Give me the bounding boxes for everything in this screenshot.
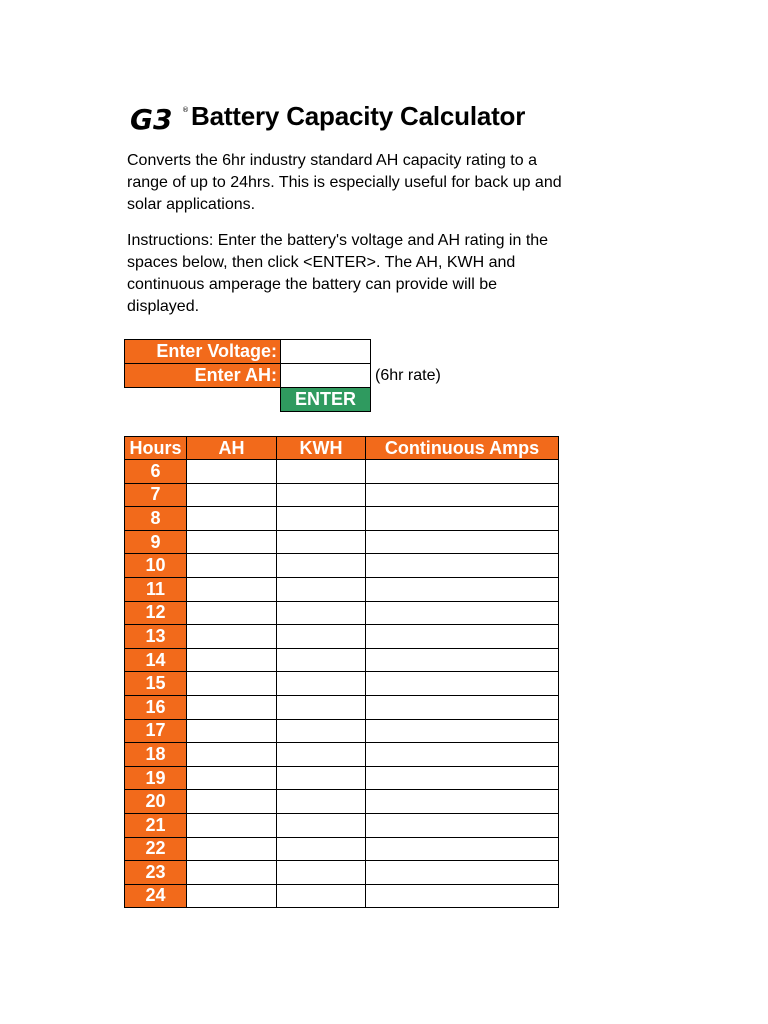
kwh-cell [277, 837, 366, 861]
kwh-cell [277, 554, 366, 578]
hours-cell: 10 [125, 554, 187, 578]
voltage-input-cell[interactable] [281, 340, 371, 364]
hours-cell: 9 [125, 530, 187, 554]
ah-cell [187, 577, 277, 601]
kwh-cell [277, 743, 366, 767]
hours-cell: 16 [125, 695, 187, 719]
ah-cell [187, 719, 277, 743]
table-row [125, 483, 559, 507]
voltage-label: Enter Voltage: [125, 340, 281, 364]
logo-text: G3 [130, 103, 173, 136]
ah-label: Enter AH: [125, 364, 281, 388]
hours-cell: 21 [125, 813, 187, 837]
continuous-amps-cell [366, 813, 559, 837]
continuous-amps-cell [366, 601, 559, 625]
header-kwh: KWH [277, 437, 366, 460]
page-title: Battery Capacity Calculator [191, 101, 526, 131]
table-row [125, 554, 559, 578]
hours-cell: 6 [125, 460, 187, 484]
ah-cell [187, 554, 277, 578]
ah-cell [187, 813, 277, 837]
hours-cell: 14 [125, 648, 187, 672]
kwh-cell [277, 648, 366, 672]
continuous-amps-cell [366, 861, 559, 885]
table-row [125, 601, 559, 625]
voltage-input[interactable] [281, 340, 370, 363]
g3-logo-icon [130, 104, 188, 134]
ah-cell [187, 460, 277, 484]
hours-cell: 11 [125, 577, 187, 601]
kwh-cell [277, 577, 366, 601]
kwh-cell [277, 507, 366, 531]
continuous-amps-cell [366, 460, 559, 484]
table-row [125, 884, 559, 908]
hours-cell: 22 [125, 837, 187, 861]
hours-cell: 7 [125, 483, 187, 507]
continuous-amps-cell [366, 695, 559, 719]
logo-registered-mark: ® [182, 106, 189, 114]
hours-cell: 24 [125, 884, 187, 908]
header-continuous-amps: Continuous Amps [366, 437, 559, 460]
continuous-amps-cell [366, 554, 559, 578]
continuous-amps-cell [366, 483, 559, 507]
table-row [125, 719, 559, 743]
kwh-cell [277, 790, 366, 814]
ah-cell [187, 766, 277, 790]
continuous-amps-cell [366, 625, 559, 649]
results-header-row [125, 437, 559, 460]
table-row [125, 577, 559, 601]
hours-cell: 17 [125, 719, 187, 743]
continuous-amps-cell [366, 837, 559, 861]
ah-cell [187, 884, 277, 908]
continuous-amps-cell [366, 577, 559, 601]
hours-cell: 8 [125, 507, 187, 531]
hours-cell: 13 [125, 625, 187, 649]
kwh-cell [277, 695, 366, 719]
table-row [125, 837, 559, 861]
ah-input-cell[interactable] [281, 364, 371, 388]
ah-cell [187, 483, 277, 507]
kwh-cell [277, 460, 366, 484]
header-hours: Hours [125, 437, 187, 460]
ah-cell [187, 672, 277, 696]
table-row [125, 648, 559, 672]
hours-cell: 15 [125, 672, 187, 696]
hours-cell: 12 [125, 601, 187, 625]
header-ah: AH [187, 437, 277, 460]
table-row [125, 672, 559, 696]
ah-cell [187, 695, 277, 719]
ah-rate-note: (6hr rate) [375, 366, 441, 384]
kwh-cell [277, 813, 366, 837]
results-table [124, 436, 559, 908]
ah-cell [187, 530, 277, 554]
kwh-cell [277, 766, 366, 790]
hours-cell: 19 [125, 766, 187, 790]
continuous-amps-cell [366, 884, 559, 908]
continuous-amps-cell [366, 648, 559, 672]
ah-cell [187, 648, 277, 672]
table-row [125, 861, 559, 885]
hours-cell: 20 [125, 790, 187, 814]
ah-cell [187, 601, 277, 625]
ah-input[interactable] [281, 364, 370, 387]
table-row [125, 530, 559, 554]
continuous-amps-cell [366, 719, 559, 743]
table-row [125, 625, 559, 649]
continuous-amps-cell [366, 672, 559, 696]
table-row [125, 460, 559, 484]
kwh-cell [277, 672, 366, 696]
table-row [125, 743, 559, 767]
hours-cell: 23 [125, 861, 187, 885]
kwh-cell [277, 483, 366, 507]
ah-cell [187, 861, 277, 885]
table-row [125, 813, 559, 837]
continuous-amps-cell [366, 766, 559, 790]
input-form [124, 339, 441, 412]
kwh-cell [277, 861, 366, 885]
enter-button[interactable]: ENTER [281, 388, 371, 412]
ah-cell [187, 625, 277, 649]
ah-cell [187, 507, 277, 531]
continuous-amps-cell [366, 790, 559, 814]
kwh-cell [277, 719, 366, 743]
table-row [125, 695, 559, 719]
table-row [125, 790, 559, 814]
instructions-text: Instructions: Enter the battery's voltage and AH rating in the spaces below, then click <ENTER>. The AH, KWH and continuous amperage the battery can provide will be displayed. [127, 232, 549, 315]
kwh-cell [277, 601, 366, 625]
ah-cell [187, 743, 277, 767]
ah-cell [187, 837, 277, 861]
table-row [125, 766, 559, 790]
kwh-cell [277, 625, 366, 649]
ah-cell [187, 790, 277, 814]
hours-cell: 18 [125, 743, 187, 767]
continuous-amps-cell [366, 743, 559, 767]
continuous-amps-cell [366, 530, 559, 554]
table-row [125, 507, 559, 531]
kwh-cell [277, 884, 366, 908]
kwh-cell [277, 530, 366, 554]
description-text: Converts the 6hr industry standard AH capacity rating to a range of up to 24hrs. This is especially useful for back up and solar applications. [127, 152, 562, 213]
continuous-amps-cell [366, 507, 559, 531]
